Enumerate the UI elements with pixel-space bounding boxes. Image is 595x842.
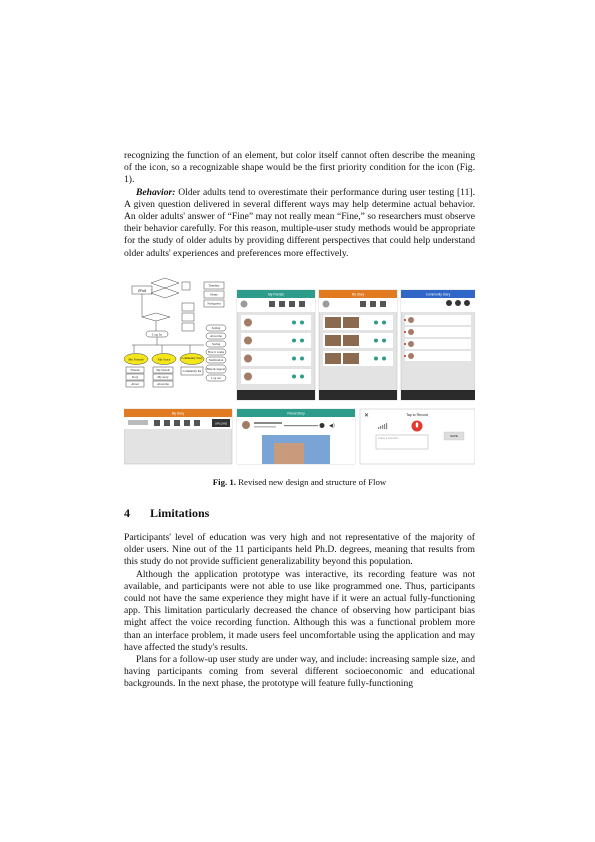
flow-sub-2-3: About me <box>157 382 169 387</box>
figure-caption <box>124 477 475 487</box>
paragraph-icon-shape: recognizing the function of an element, but color itself cannot often describe the meaning of the icon, so a recognizable shape would be the first priority condition for the icon (Fig. 1). <box>124 150 475 186</box>
flow-sub-1-2: Story <box>131 375 139 380</box>
flow-right-label-7: Log out <box>211 376 221 381</box>
section-title: Limitations <box>150 506 210 520</box>
flow-decision-1 <box>151 278 179 288</box>
flow-sub-1-1: Friends <box>130 368 140 373</box>
figure-1 <box>124 273 475 473</box>
flow-sub-1-3: About <box>131 382 139 387</box>
screen-community-story <box>401 290 475 400</box>
screen-tap-to-record <box>360 409 475 464</box>
flow-tab-label-3: Community Story <box>181 356 203 360</box>
svg-text:✕: ✕ <box>364 412 370 419</box>
figure-1-graphic <box>124 273 475 473</box>
screen-friend-story <box>237 409 355 464</box>
svg-text:◀): ◀) <box>329 423 335 429</box>
flow-root-label: iPad <box>137 288 147 293</box>
flow-right-label-6: Help & support <box>206 367 226 372</box>
flow-stack-box-2 <box>182 313 194 321</box>
behavior-text: Older adults tend to overestimate their performance during user testing [11]. A given question delivered in several different ways may help determine actual behavior. An older adults' answer of “Fine” may not really mean “Fine,” so researchers must observe their behavior carefully. For this reason, multiple-user study methods would be appropriate for the study of older adults by providing different perspectives that could help understand older adults' experiences and preferences more effectively. <box>124 186 475 259</box>
section-number: 4 <box>124 506 130 520</box>
screen3-title: Community Story <box>425 292 451 297</box>
behavior-label: Behavior: <box>136 186 176 198</box>
flow-top-label-2: Home <box>210 292 218 297</box>
screen-my-friends <box>237 290 315 400</box>
screen4-upload-button: UPLOAD <box>214 421 228 426</box>
screen6-title: Tap to Record <box>406 413 428 417</box>
section-heading <box>124 506 209 521</box>
flow-sub-2-2: My story <box>157 375 169 380</box>
flow-decision-2 <box>151 288 179 298</box>
flow-sub-boxes <box>126 367 203 387</box>
flow-right-label-2: About me <box>210 334 222 339</box>
body-text-limitations <box>124 532 475 691</box>
body-text-top <box>124 150 475 260</box>
flow-diagram <box>124 278 226 387</box>
screen6-comment-field: Leave a comment <box>378 437 399 440</box>
flow-right-label-3: Saving <box>211 342 221 347</box>
screen5-title: Friend Story <box>287 411 305 416</box>
flow-top-label-1: Timeline <box>208 283 220 288</box>
paragraph-prototype: Although the application prototype was interactive, its recording feature was not available, and participants were not able to use like programmed one. Thus, participants could not have the same experience they might have if it were an actual fully-functioning app. This limitation particularly decreased the chance of observing how participant bias might affect the voice recording function. Although this was a functional problem more than an interface problem, it made users feel uncomfortable using the application and may have affected the study's results. <box>124 568 475 653</box>
screen1-title: My Friends <box>268 292 284 297</box>
screen4-title: My Story <box>171 411 185 416</box>
paragraph-behavior <box>124 187 475 260</box>
flow-right-boxes <box>206 325 226 381</box>
flow-right-label-1: Setting <box>211 326 221 331</box>
flow-sub-3-1: Community list <box>182 369 202 374</box>
flow-sub-2-1: My friends <box>156 368 170 373</box>
screen-my-story <box>319 290 397 400</box>
flow-right-label-5: Notification <box>208 358 224 363</box>
flow-top-label-3: Navigation <box>207 301 221 306</box>
flow-right-label-4: How it works <box>207 350 225 355</box>
paragraph-education: Participants' level of education was very high and not representative of the majority of older users. Nine out of the 11 participants held Ph.D. degrees, meaning that results from this study do not provide sufficient generalizability beyond this population. <box>124 532 475 568</box>
screen6-save-button: SAVE <box>450 434 458 439</box>
flow-login-label: Log In <box>152 332 162 337</box>
flow-tab-label-1: My Friends <box>128 357 144 362</box>
flow-stack-box-3 <box>182 323 194 331</box>
screen-my-story-upload <box>124 409 232 464</box>
screen2-title: My Story <box>351 292 365 297</box>
paragraph-plans: Plans for a follow-up user study are under way, and include: increasing sample size, and having participants coming from several different socioeconomic and educational backgrounds. In the next phase, the prototype will feature fully-functioning <box>124 654 475 690</box>
flow-small-box <box>182 282 190 290</box>
flow-stack-box-1 <box>182 303 194 311</box>
flow-tab-label-2: My Story <box>157 357 171 362</box>
figure-caption-text: Revised new design and structure of Flow <box>235 477 387 487</box>
figure-caption-label: Fig. 1. <box>212 477 236 487</box>
flow-decision-3 <box>142 313 170 321</box>
